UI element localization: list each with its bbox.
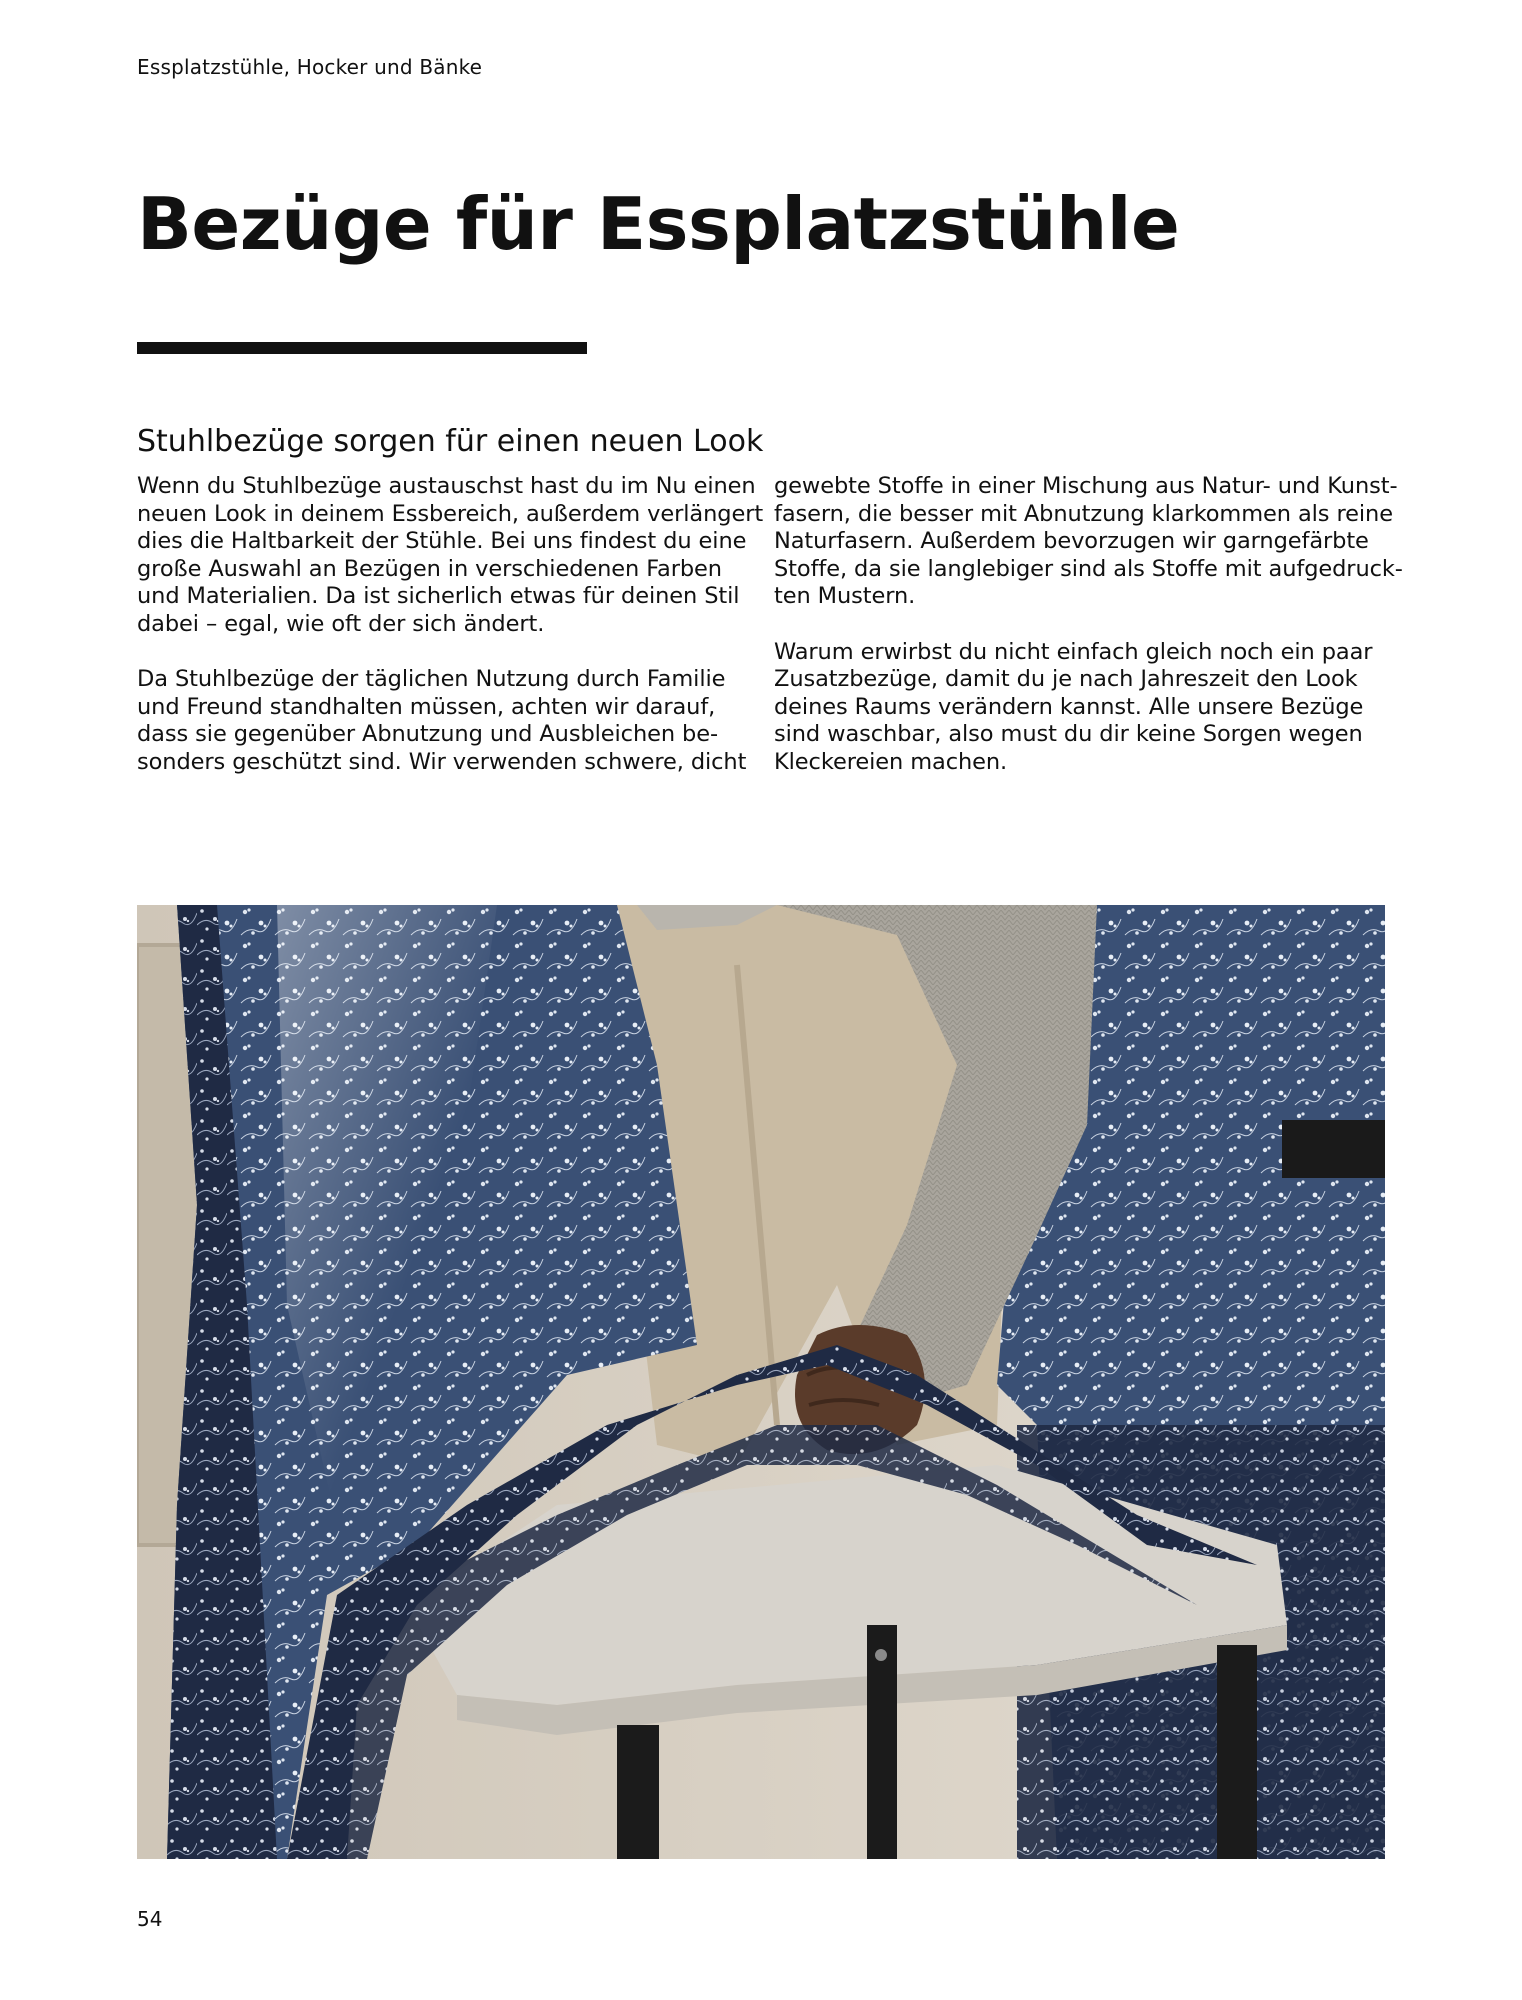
text-line: sind waschbar, also must du dir keine Sorgen wegen [774,721,1363,748]
text-line: fasern, die besser mit Abnutzung klarkommen als reine [774,500,1393,527]
text-line: sonders geschützt sind. Wir verwenden schwere, dicht [137,748,747,775]
chair-cover-photo [137,905,1385,1859]
text-line: Zusatzbezüge, damit du je nach Jahreszeit den Look [774,666,1358,693]
paragraph [137,666,757,776]
text-column-right [774,473,1403,777]
section-subheading: Stuhlbezüge sorgen für einen neuen Look [137,424,764,459]
text-line: dass sie gegenüber Abnutzung und Ausbleichen be- [137,721,719,748]
text-line: neuen Look in deinem Essbereich, außerdem verlängert [137,500,764,527]
text-line: ten Mustern. [774,583,916,610]
text-line: und Materialien. Da ist sicherlich etwas für deinen Stil [137,583,740,610]
text-line: deines Raums verändern kannst. Alle unsere Bezüge [774,693,1364,720]
text-line: Stoffe, da sie langlebiger sind als Stoffe mit aufgedruck- [774,555,1403,582]
photo-illustration [137,905,1385,1859]
breadcrumb: Essplatzstühle, Hocker und Bänke [137,55,483,79]
paragraph [774,473,1403,611]
text-line: dies die Haltbarkeit der Stühle. Bei uns findest du eine [137,528,747,555]
paragraph [774,639,1394,777]
text-line: Kleckereien machen. [774,748,1008,775]
text-line: große Auswahl an Bezügen in verschiedenen Farben [137,555,722,582]
text-line: Wenn du Stuhlbezüge austauschst hast du im Nu einen [137,473,756,499]
page-title: Bezüge für Essplatzstühle [137,182,1180,266]
title-divider [137,342,587,354]
text-column-left [137,473,764,777]
page-number: 54 [137,1907,163,1931]
text-line: und Freund standhalten müssen, achten wir darauf, [137,693,716,720]
paragraph [137,473,764,639]
text-line: Da Stuhlbezüge der täglichen Nutzung durch Familie [137,666,726,693]
text-line: gewebte Stoffe in einer Mischung aus Natur- und Kunst- [774,473,1398,499]
text-line: Naturfasern. Außerdem bevorzugen wir garngefärbte [774,528,1369,555]
text-line: dabei – egal, wie oft der sich ändert. [137,610,545,637]
text-line: Warum erwirbst du nicht einfach gleich noch ein paar [774,638,1373,665]
